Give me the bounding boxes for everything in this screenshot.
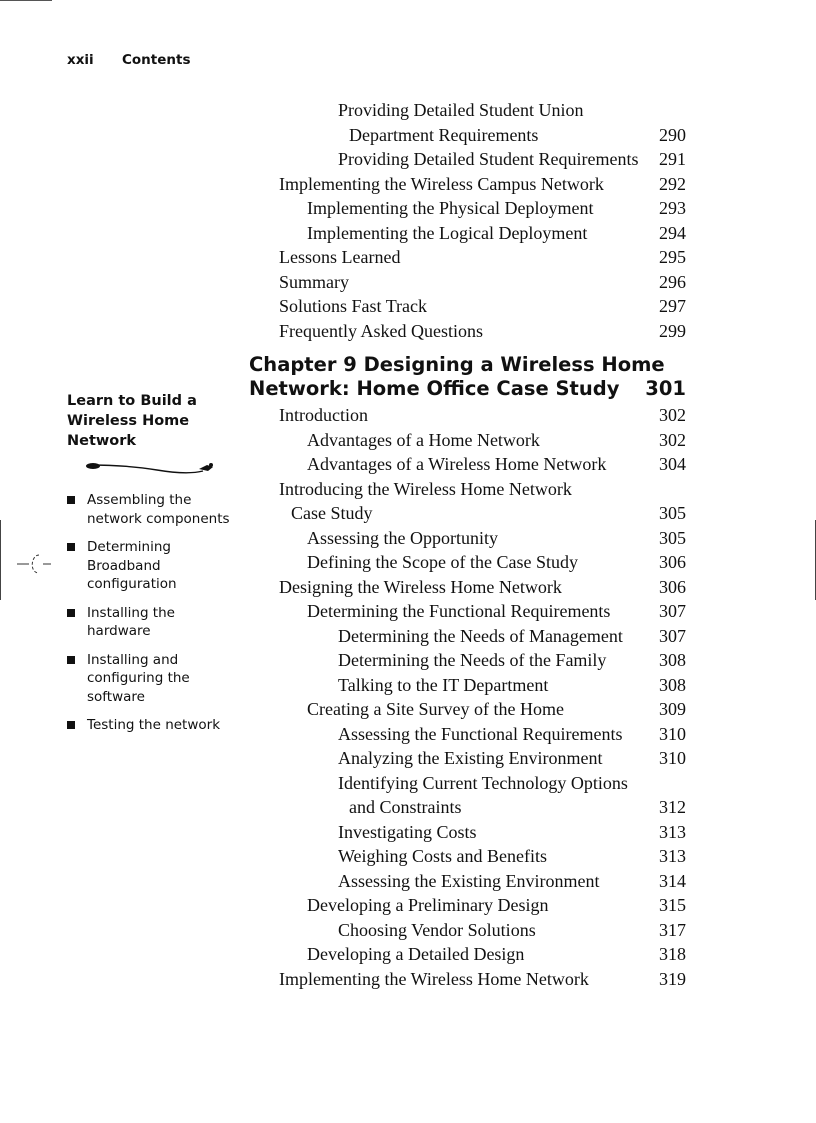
toc-entry-title: Determining the Functional Requirements (307, 601, 611, 621)
toc-entry[interactable] (249, 967, 686, 992)
sidebar-item-text: Determining Broadband configuration (87, 539, 177, 592)
toc-entry-title: Solutions Fast Track (279, 296, 428, 316)
toc-entry-title: Implementing the Wireless Home Network (279, 968, 589, 989)
toc-entry-page: 295 (659, 247, 686, 267)
toc-entry-title: Frequently Asked Questions (279, 320, 483, 341)
toc-entry-page: 306 (659, 576, 686, 597)
toc-entry-title: Implementing the Logical Deployment (307, 222, 588, 243)
square-bullet-icon (67, 721, 75, 729)
toc-entry-page: 313 (659, 846, 686, 866)
toc-entry[interactable] (249, 501, 686, 526)
sidebar-list (67, 491, 242, 735)
toc-entry-title: Investigating Costs (338, 821, 477, 842)
toc-entry[interactable] (249, 477, 686, 502)
toc-entry[interactable] (249, 172, 686, 197)
toc-entry-page: 302 (659, 429, 686, 450)
table-of-contents (249, 98, 686, 991)
toc-entry[interactable] (249, 722, 686, 747)
toc-entry-title: Developing a Preliminary Design (307, 895, 549, 915)
sidebar-item-text: Installing the hardware (87, 604, 175, 639)
sidebar-item-text: Assembling the network components (87, 492, 230, 527)
toc-entry-page: 317 (659, 919, 686, 940)
toc-entry-title: Developing a Detailed Design (307, 944, 525, 964)
toc-entry-page: 291 (659, 149, 686, 169)
toc-entry-title: Assessing the Existing Environment (338, 870, 600, 891)
toc-entry-title: Providing Detailed Student Union (338, 100, 584, 120)
toc-entry-page: 305 (659, 503, 686, 523)
running-header (67, 52, 191, 68)
pen-line-icon (67, 457, 219, 477)
header-title: Contents (122, 52, 191, 68)
toc-entry-page: 312 (659, 797, 686, 817)
square-bullet-icon (67, 656, 75, 664)
square-bullet-icon (67, 496, 75, 504)
toc-entry-title: Talking to the IT Department (338, 674, 549, 695)
crop-mark-left (0, 520, 1, 600)
sidebar-title: Learn to Build a Wireless Home Network (67, 393, 197, 449)
toc-entry-page: 318 (659, 944, 686, 964)
toc-entry-title: Assessing the Functional Requirements (338, 723, 623, 744)
toc-entry-page: 302 (659, 405, 686, 425)
toc-entry-page: 310 (659, 748, 686, 768)
toc-entry[interactable] (249, 771, 686, 796)
toc-entry-page: 308 (659, 674, 686, 695)
crop-mark-top (0, 0, 52, 1)
sidebar-list-item (67, 491, 242, 528)
toc-entry-title: Department Requirements (349, 124, 539, 145)
toc-entry-page: 290 (659, 124, 686, 145)
toc-entry[interactable] (249, 869, 686, 894)
toc-entry[interactable] (249, 844, 686, 869)
chapter-page-number: 301 (645, 377, 686, 400)
toc-entry-page: 299 (659, 320, 686, 341)
toc-entry-page: 305 (659, 527, 686, 548)
toc-entry-page: 297 (659, 296, 686, 316)
toc-entry-title: Determining the Needs of the Family (338, 650, 607, 670)
toc-entry[interactable] (249, 624, 686, 649)
toc-entry-title: Choosing Vendor Solutions (338, 919, 536, 940)
toc-entry-title: Assessing the Opportunity (307, 527, 498, 548)
toc-entry-title: Summary (279, 271, 349, 292)
toc-entry-title: Advantages of a Home Network (307, 429, 540, 450)
toc-entry[interactable] (249, 673, 686, 698)
header-page-number: xxii (67, 52, 94, 68)
toc-entry-page: 313 (659, 821, 686, 842)
toc-entry-page: 308 (659, 650, 686, 670)
sidebar-callout (67, 391, 242, 745)
square-bullet-icon (67, 543, 75, 551)
toc-entry[interactable] (249, 893, 686, 918)
toc-entry-page: 304 (659, 454, 686, 474)
toc-entry[interactable] (249, 403, 686, 428)
toc-entry-title: Case Study (291, 503, 373, 523)
toc-entries-previous-chapter (249, 98, 686, 343)
toc-entry[interactable] (249, 452, 686, 477)
toc-entry-title: Implementing the Wireless Campus Network (279, 173, 604, 194)
toc-entry[interactable] (249, 245, 686, 270)
toc-entry[interactable] (249, 942, 686, 967)
toc-entry-title: and Constraints (349, 797, 462, 817)
toc-entry-title: Creating a Site Survey of the Home (307, 699, 564, 719)
toc-entry-page: 315 (659, 895, 686, 915)
toc-entry-title: Defining the Scope of the Case Study (307, 552, 578, 572)
toc-entry-page: 306 (659, 552, 686, 572)
toc-entry-page: 296 (659, 271, 686, 292)
toc-entry[interactable] (249, 575, 686, 600)
toc-entry[interactable] (249, 319, 686, 344)
sidebar-item-text: Testing the network (87, 717, 221, 733)
sidebar-list-item (67, 604, 242, 641)
toc-entry-page: 294 (659, 222, 686, 243)
toc-entry-title: Providing Detailed Student Requirements (338, 149, 639, 169)
chapter-title-line-2: Network: Home Office Case Study (249, 377, 620, 400)
toc-entry[interactable] (249, 697, 686, 722)
toc-entry[interactable] (249, 795, 686, 820)
toc-entry[interactable] (249, 599, 686, 624)
toc-entry-title: Weighing Costs and Benefits (338, 846, 548, 866)
toc-entry-title: Advantages of a Wireless Home Network (307, 454, 607, 474)
toc-entry-page: 309 (659, 699, 686, 719)
toc-entry[interactable] (249, 147, 686, 172)
sidebar-item-text: Installing and configuring the software (87, 651, 190, 705)
toc-entry[interactable] (249, 820, 686, 845)
toc-entry[interactable] (249, 746, 686, 771)
toc-entry-title: Analyzing the Existing Environment (338, 748, 603, 768)
square-bullet-icon (67, 609, 75, 617)
registration-mark-icon (15, 549, 55, 579)
toc-entry[interactable] (249, 550, 686, 575)
toc-entry-title: Determining the Needs of Management (338, 625, 623, 646)
sidebar-list-item (67, 651, 242, 707)
toc-entry-title: Lessons Learned (279, 247, 401, 267)
toc-entry-page: 319 (659, 968, 686, 989)
toc-entry[interactable] (249, 98, 686, 123)
toc-entries-chapter-9 (249, 403, 686, 991)
sidebar-list-item (67, 538, 242, 594)
toc-entry-title: Introducing the Wireless Home Network (279, 478, 572, 499)
chapter-title-line-1: Chapter 9 Designing a Wireless Home (249, 353, 665, 376)
toc-entry-page: 307 (659, 601, 686, 621)
toc-entry-title: Introduction (279, 405, 368, 425)
sidebar-list-item (67, 716, 242, 735)
toc-entry[interactable] (249, 221, 686, 246)
toc-entry[interactable] (249, 648, 686, 673)
toc-entry-title: Designing the Wireless Home Network (279, 576, 562, 597)
toc-entry[interactable] (249, 123, 686, 148)
toc-entry[interactable] (249, 428, 686, 453)
toc-entry[interactable] (249, 196, 686, 221)
toc-entry-page: 292 (659, 173, 686, 194)
toc-entry-page: 307 (659, 625, 686, 646)
toc-entry-page: 310 (659, 723, 686, 744)
toc-entry-title: Implementing the Physical Deployment (307, 198, 594, 218)
toc-entry-page: 293 (659, 198, 686, 218)
toc-entry[interactable] (249, 918, 686, 943)
chapter-heading[interactable] (249, 353, 686, 401)
toc-entry-title: Identifying Current Technology Options (338, 772, 628, 793)
toc-entry-page: 314 (659, 870, 686, 891)
toc-entry[interactable] (249, 526, 686, 551)
toc-entry[interactable] (249, 270, 686, 295)
toc-entry[interactable] (249, 294, 686, 319)
